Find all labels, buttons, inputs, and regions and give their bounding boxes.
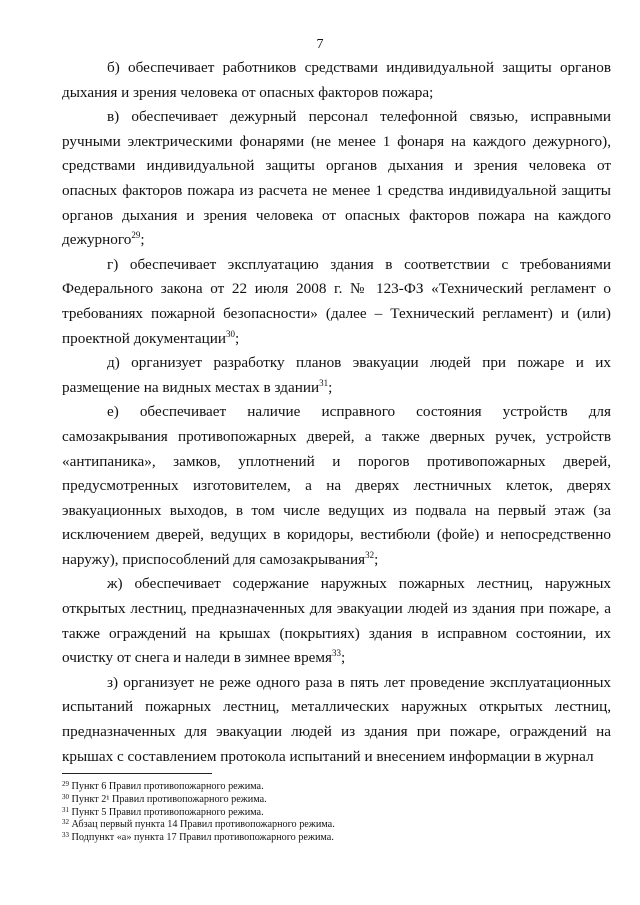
footnote: $^{33}$ Подпункт «а» пункта 17 Правил противопожарного режима. (62, 831, 334, 844)
paragraph-z: з) организует не реже одного раза в пять лет проведение эксплуатационных испытаний пожарных лестниц, металлических наружных открытых лестниц, предназначенных для эвакуации людей из здания при пожаре, ограждений на крышах с составлением протокола испытаний и внесением информации в журнал (62, 673, 611, 765)
footnote: $^{32}$ Абзац первый пункта 14 Правил противопожарного режима. (62, 818, 335, 831)
footnote-ref: 29 (131, 230, 141, 241)
footnote: $^{29}$ Пункт 6 Правил противопожарного режима. (62, 780, 264, 792)
paragraph-d: д) организует разработку планов эвакуации людей при пожаре и их размещение на видных местах в здании$^{31}$; (62, 354, 611, 396)
footnote-divider (62, 773, 212, 774)
footnote-ref: 30 (226, 328, 236, 339)
paragraph-e: е) обеспечивает наличие исправного состояния устройств для самозакрывания противопожарных дверей, а также дверных ручек, устройств «антипаника», замков, уплотнений и порогов противопожарных дверей, предусмотренных изготовителем, а на дверях лестничных клеток, дверях эвакуационных выходов, в том числе ведущих из подвала на первый этаж (за исключением дверей, ведущих в коридоры, вестибюли (фойе) и непосредственно наружу), приспособлений для самозакрывания$^{32}$; (62, 403, 611, 568)
footnote-ref: 31 (319, 377, 329, 388)
footnotes (62, 781, 611, 845)
footnote: $^{30}$ Пункт 2¹ Правил противопожарного режима. (62, 792, 267, 805)
footnote-ref: 32 (365, 549, 375, 560)
body-text (62, 56, 611, 769)
footnote: $^{31}$ Пункт 5 Правил противопожарного режима. (62, 805, 264, 818)
page-number: 7 (316, 37, 324, 52)
paragraph-b: б) обеспечивает работников средствами индивидуальной защиты органов дыхания и зрения человека от опасных факторов пожара; (62, 59, 611, 101)
paragraph-zh: ж) обеспечивает содержание наружных пожарных лестниц, наружных открытых лестниц, предназначенных для эвакуации людей из здания при пожаре, а также ограждений на крышах (покрытиях) здания в исправном состоянии, их очистку от снега и наледи в зимнее время$^{33}$; (62, 575, 611, 667)
paragraph-v: в) обеспечивает дежурный персонал телефонной связью, исправными ручными электрическими фонарями (не менее 1 фонаря на каждого дежурного), средствами индивидуальной защиты органов дыхания и зрения человека от опасных факторов пожара из расчета не менее 1 средства индивидуальной защиты органов дыхания и зрения человека от опасных факторов пожара на каждого дежурного$^{29}$; (62, 108, 611, 249)
footnote-ref: 33 (332, 648, 342, 659)
paragraph-g: г) обеспечивает эксплуатацию здания в соответствии с требованиями Федерального закона от 22 июля 2008 г. № 123-ФЗ «Технический регламент о требованиях пожарной безопасности» (далее – Технический регламент) и (или) проектной документации$^{30}$; (62, 255, 611, 347)
